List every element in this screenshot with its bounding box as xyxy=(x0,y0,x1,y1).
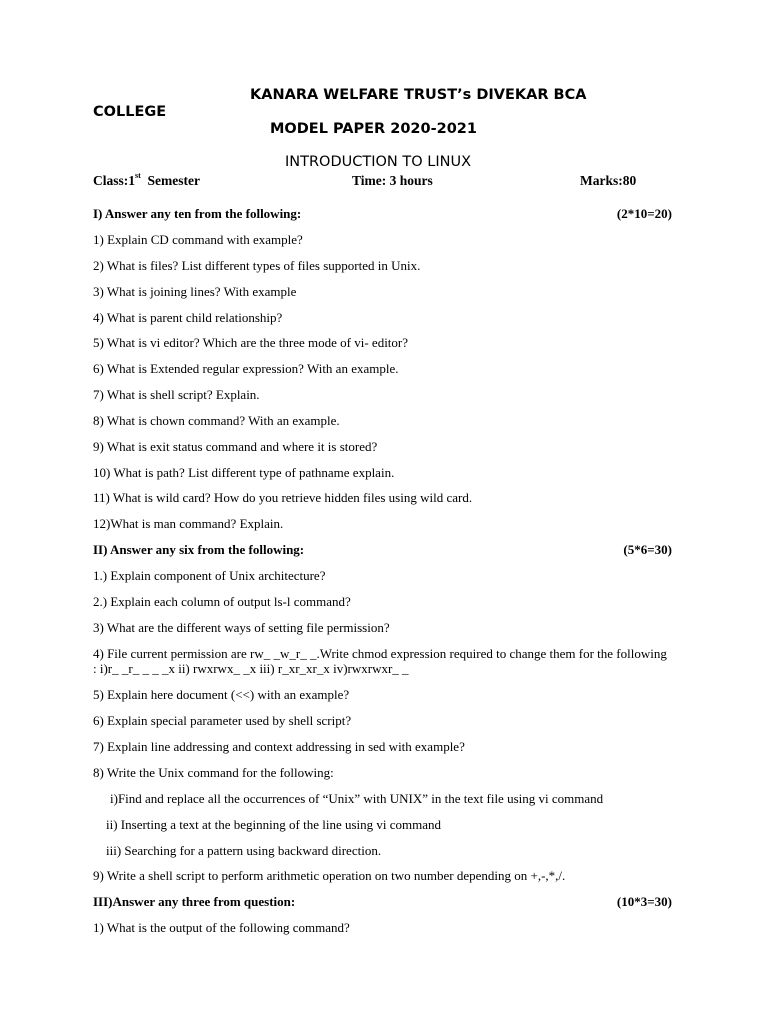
section2-marks: (5*6=30) xyxy=(623,542,672,557)
subject-title: INTRODUCTION TO LINUX xyxy=(285,154,472,170)
question-item: 9) What is exit status command and where it is stored? xyxy=(93,439,378,454)
question-item: 1) Explain CD command with example? xyxy=(93,232,303,247)
question-item: 6) Explain special parameter used by shell script? xyxy=(93,713,352,728)
paper-title-college: COLLEGE xyxy=(93,104,167,120)
section3-marks: (10*3=30) xyxy=(616,894,672,909)
marks-info: Marks:80 xyxy=(580,173,637,188)
question-item: 1.) Explain component of Unix architecture? xyxy=(93,568,326,583)
question-item: 10) What is path? List different type of pathname explain. xyxy=(93,465,395,480)
question-item: 3) What are the different ways of setting file permission? xyxy=(93,620,390,635)
class-info xyxy=(93,173,200,189)
question-item: 5) Explain here document (<<) with an example? xyxy=(93,687,350,702)
question-item: 2.) Explain each column of output ls-l command? xyxy=(93,594,351,609)
question-item: 7) Explain line addressing and context addressing in sed with example? xyxy=(93,739,465,754)
section1-marks: (2*10=20) xyxy=(616,206,672,221)
section3-heading: III)Answer any three from question: xyxy=(93,894,296,909)
sub-question-item: i)Find and replace all the occurrences of “Unix” with UNIX” in the text file using vi command xyxy=(110,791,604,806)
question-item: 12)What is man command? Explain. xyxy=(93,516,284,531)
section1-heading: I) Answer any ten from the following: xyxy=(93,206,302,221)
question-item: 3) What is joining lines? With example xyxy=(93,284,297,299)
class-rest: Semester xyxy=(140,173,201,188)
question-item: 8) Write the Unix command for the following: xyxy=(93,765,334,780)
question-item: 6) What is Extended regular expression? With an example. xyxy=(93,361,399,376)
question-item: 4) File current permission are rw_ _w_r_ _.Write chmod expression required to change them for the following : i)r_ _r_ _ _ _x ii) rwxrwx_ _x iii) r_xr_xr_x iv)rwxrwxr_ _ xyxy=(93,646,667,676)
question-item: 8) What is chown command? With an example. xyxy=(93,413,340,428)
paper-title-line2: MODEL PAPER 2020-2021 xyxy=(270,121,477,137)
class-sup: st xyxy=(135,171,141,180)
question-item: 5) What is vi editor? Which are the three mode of vi- editor? xyxy=(93,335,409,350)
question-item: 11) What is wild card? How do you retrieve hidden files using wild card. xyxy=(93,490,473,505)
question-item: 7) What is shell script? Explain. xyxy=(93,387,260,402)
class-label: Class:1 xyxy=(93,173,136,188)
question-item: 2) What is files? List different types of files supported in Unix. xyxy=(93,258,421,273)
paper-title-line1: KANARA WELFARE TRUST’s DIVEKAR BCA xyxy=(250,87,587,103)
sub-question-item: ii) Inserting a text at the beginning of the line using vi command xyxy=(106,817,442,832)
question-item: 1) What is the output of the following command? xyxy=(93,920,350,935)
section2-heading: II) Answer any six from the following: xyxy=(93,542,305,557)
time-info: Time: 3 hours xyxy=(352,173,433,188)
question-item: 4) What is parent child relationship? xyxy=(93,310,283,325)
question-item: 9) Write a shell script to perform arithmetic operation on two number depending on +,-,*,/. xyxy=(93,868,566,883)
sub-question-item: iii) Searching for a pattern using backward direction. xyxy=(106,843,382,858)
